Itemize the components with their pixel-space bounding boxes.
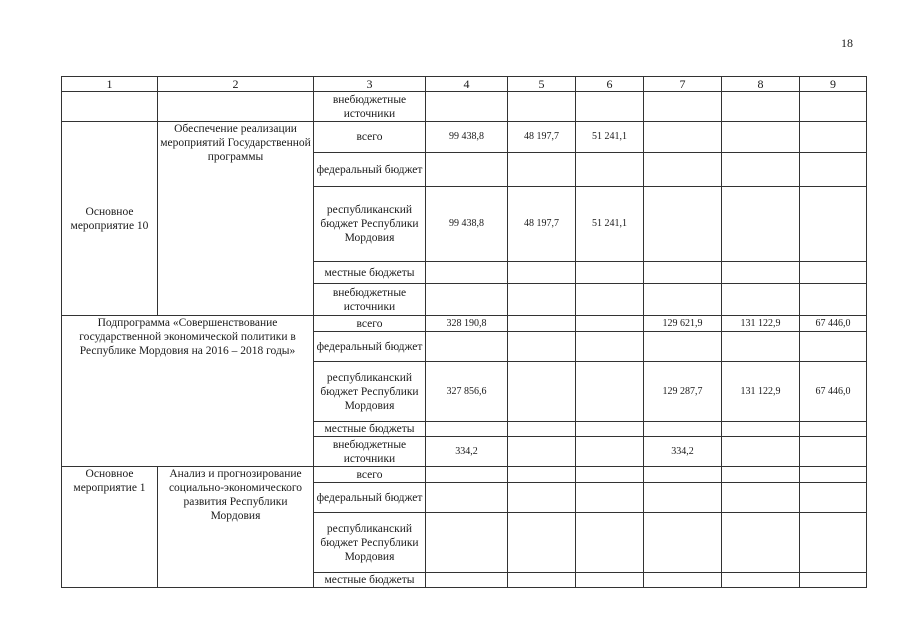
source-label: внебюджетные источники bbox=[314, 437, 426, 467]
empty-cell bbox=[800, 573, 867, 588]
empty-cell bbox=[644, 92, 722, 122]
empty-cell bbox=[800, 437, 867, 467]
empty-cell bbox=[722, 483, 800, 513]
empty-cell bbox=[426, 332, 508, 362]
source-label: всего bbox=[314, 316, 426, 332]
empty-cell bbox=[800, 332, 867, 362]
empty-cell bbox=[576, 437, 644, 467]
source-label: федеральный бюджет bbox=[314, 153, 426, 187]
empty-cell bbox=[800, 284, 867, 316]
empty-cell bbox=[426, 153, 508, 187]
empty-cell bbox=[722, 437, 800, 467]
value-cell: 51 241,1 bbox=[576, 187, 644, 262]
empty-cell bbox=[722, 513, 800, 573]
value-cell: 131 122,9 bbox=[722, 316, 800, 332]
table-row bbox=[62, 467, 867, 483]
header-cell: 5 bbox=[508, 77, 576, 92]
source-label: республиканский бюджет Республики Мордовия bbox=[314, 187, 426, 262]
subprogram-name-cell: Подпрограмма «Совершенствование государственной экономической политики в Республике Мордовия на 2016 – 2018 годы» bbox=[62, 316, 314, 467]
source-label: федеральный бюджет bbox=[314, 332, 426, 362]
source-label: всего bbox=[314, 122, 426, 153]
empty-cell bbox=[508, 422, 576, 437]
empty-cell bbox=[800, 187, 867, 262]
empty-cell bbox=[576, 153, 644, 187]
empty-cell bbox=[722, 573, 800, 588]
header-cell: 1 bbox=[62, 77, 158, 92]
empty-cell bbox=[722, 284, 800, 316]
empty-cell bbox=[508, 153, 576, 187]
empty-cell bbox=[722, 122, 800, 153]
empty-cell bbox=[576, 483, 644, 513]
empty-cell bbox=[508, 262, 576, 284]
header-cell: 8 bbox=[722, 77, 800, 92]
measure-description-cell: Обеспечение реализации мероприятий Государственной программы bbox=[158, 122, 314, 316]
empty-cell bbox=[426, 483, 508, 513]
header-cell: 4 bbox=[426, 77, 508, 92]
empty-cell bbox=[508, 513, 576, 573]
empty-cell bbox=[62, 92, 158, 122]
empty-cell bbox=[800, 422, 867, 437]
empty-cell bbox=[644, 422, 722, 437]
empty-cell bbox=[576, 262, 644, 284]
empty-cell bbox=[722, 153, 800, 187]
empty-cell bbox=[644, 262, 722, 284]
empty-cell bbox=[722, 422, 800, 437]
empty-cell bbox=[644, 187, 722, 262]
header-cell: 6 bbox=[576, 77, 644, 92]
source-label: местные бюджеты bbox=[314, 422, 426, 437]
value-cell: 129 621,9 bbox=[644, 316, 722, 332]
empty-cell bbox=[800, 467, 867, 483]
empty-cell bbox=[644, 332, 722, 362]
source-label: республиканский бюджет Республики Мордовия bbox=[314, 362, 426, 422]
value-cell: 67 446,0 bbox=[800, 362, 867, 422]
empty-cell bbox=[800, 483, 867, 513]
empty-cell bbox=[644, 122, 722, 153]
empty-cell bbox=[508, 362, 576, 422]
empty-cell bbox=[426, 422, 508, 437]
empty-cell bbox=[576, 316, 644, 332]
value-cell: 328 190,8 bbox=[426, 316, 508, 332]
value-cell: 99 438,8 bbox=[426, 122, 508, 153]
source-label: всего bbox=[314, 467, 426, 483]
source-label: федеральный бюджет bbox=[314, 483, 426, 513]
empty-cell bbox=[508, 437, 576, 467]
empty-cell bbox=[426, 573, 508, 588]
value-cell: 67 446,0 bbox=[800, 316, 867, 332]
empty-cell bbox=[800, 122, 867, 153]
table-row bbox=[62, 92, 867, 122]
empty-cell bbox=[722, 332, 800, 362]
value-cell: 51 241,1 bbox=[576, 122, 644, 153]
source-label: внебюджетные источники bbox=[314, 284, 426, 316]
empty-cell bbox=[722, 467, 800, 483]
source-label: местные бюджеты bbox=[314, 573, 426, 588]
empty-cell bbox=[576, 513, 644, 573]
empty-cell bbox=[508, 467, 576, 483]
empty-cell bbox=[722, 187, 800, 262]
header-cell: 9 bbox=[800, 77, 867, 92]
empty-cell bbox=[508, 284, 576, 316]
empty-cell bbox=[800, 262, 867, 284]
budget-table bbox=[61, 76, 867, 588]
empty-cell bbox=[644, 513, 722, 573]
empty-cell bbox=[644, 467, 722, 483]
empty-cell bbox=[426, 92, 508, 122]
empty-cell bbox=[576, 92, 644, 122]
empty-cell bbox=[426, 513, 508, 573]
page-number: 18 bbox=[841, 36, 853, 50]
empty-cell bbox=[426, 262, 508, 284]
empty-cell bbox=[576, 284, 644, 316]
empty-cell bbox=[576, 362, 644, 422]
empty-cell bbox=[508, 483, 576, 513]
empty-cell bbox=[158, 92, 314, 122]
table-header-row bbox=[62, 77, 867, 92]
value-cell: 334,2 bbox=[426, 437, 508, 467]
empty-cell bbox=[800, 513, 867, 573]
empty-cell bbox=[800, 92, 867, 122]
empty-cell bbox=[426, 467, 508, 483]
empty-cell bbox=[508, 316, 576, 332]
empty-cell bbox=[576, 422, 644, 437]
empty-cell bbox=[576, 467, 644, 483]
measure-description-cell: Анализ и прогнозирование социально-экономического развития Республики Мордовия bbox=[158, 467, 314, 588]
value-cell: 99 438,8 bbox=[426, 187, 508, 262]
empty-cell bbox=[576, 573, 644, 588]
value-cell: 129 287,7 bbox=[644, 362, 722, 422]
empty-cell bbox=[800, 153, 867, 187]
table-row bbox=[62, 122, 867, 153]
empty-cell bbox=[508, 332, 576, 362]
measure-name-cell: Основное мероприятие 10 bbox=[62, 122, 158, 316]
value-cell: 327 856,6 bbox=[426, 362, 508, 422]
source-label: внебюджетные источники bbox=[314, 92, 426, 122]
empty-cell bbox=[508, 92, 576, 122]
header-cell: 7 bbox=[644, 77, 722, 92]
value-cell: 48 197,7 bbox=[508, 187, 576, 262]
empty-cell bbox=[644, 483, 722, 513]
empty-cell bbox=[426, 284, 508, 316]
empty-cell bbox=[508, 573, 576, 588]
empty-cell bbox=[644, 284, 722, 316]
empty-cell bbox=[722, 262, 800, 284]
empty-cell bbox=[722, 92, 800, 122]
empty-cell bbox=[644, 153, 722, 187]
value-cell: 48 197,7 bbox=[508, 122, 576, 153]
source-label: республиканский бюджет Республики Мордовия bbox=[314, 513, 426, 573]
table-row bbox=[62, 316, 867, 332]
header-cell: 3 bbox=[314, 77, 426, 92]
value-cell: 131 122,9 bbox=[722, 362, 800, 422]
value-cell: 334,2 bbox=[644, 437, 722, 467]
measure-name-cell: Основное мероприятие 1 bbox=[62, 467, 158, 588]
empty-cell bbox=[576, 332, 644, 362]
source-label: местные бюджеты bbox=[314, 262, 426, 284]
header-cell: 2 bbox=[158, 77, 314, 92]
empty-cell bbox=[644, 573, 722, 588]
